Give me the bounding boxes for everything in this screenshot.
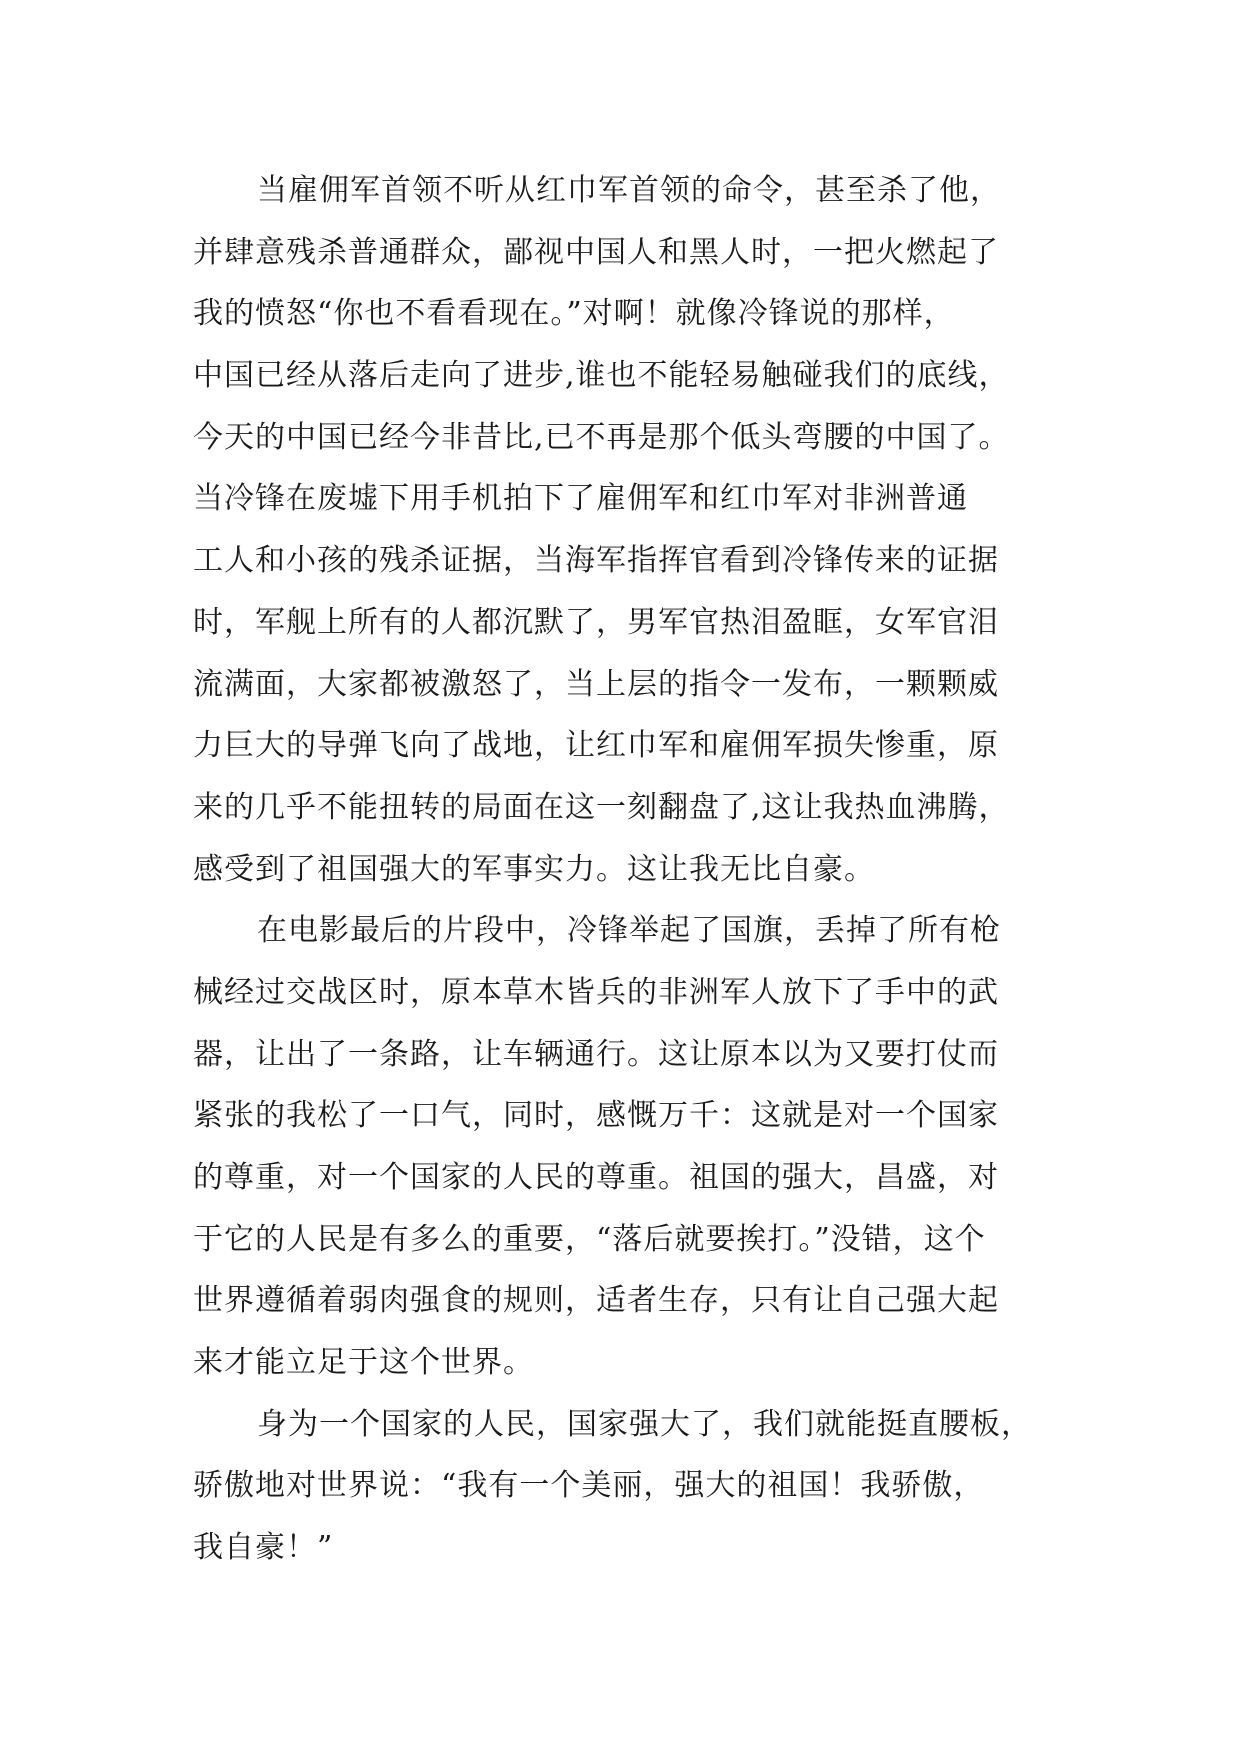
text-line: 力巨大的导弹飞向了战地，让红巾军和雇佣军损失惨重，原 [193,728,999,764]
text-line: 当冷锋在废墟下用手机拍下了雇佣军和红巾军对非洲普通 [193,481,968,517]
paragraph-3 [193,1394,1073,1579]
text-line: 今天的中国已经今非昔比,已不再是那个低头弯腰的中国了。 [193,419,1010,455]
text-line: 感受到了祖国强大的军事实力。这让我无比自豪。 [193,851,875,887]
text-line: 工人和小孩的残杀证据，当海军指挥官看到冷锋传来的证据 [193,543,999,579]
text-line: 紧张的我松了一口气，同时，感慨万千：这就是对一个国家 [193,1098,999,1134]
text-line: 时，军舰上所有的人都沉默了，男军官热泪盈眶，女军官泪 [193,604,999,640]
text-line: 的尊重，对一个国家的人民的尊重。祖国的强大，昌盛，对 [193,1160,999,1195]
text-line: 我的愤怒“你也不看看现在。”对啊！就像冷锋说的那样， [193,296,955,332]
text-line: 器，让出了一条路，让车辆通行。这让原本以为又要打仗而 [193,1036,999,1072]
text-line: 流满面，大家都被激怒了，当上层的指令一发布，一颗颗威 [193,666,999,702]
text-line: 械经过交战区时，原本草木皆兵的非洲军人放下了手中的武 [193,974,999,1010]
text-line: 世界遵循着弱肉强食的规则，适者生存，只有让自己强大起 [193,1283,999,1319]
text-line: 并肆意残杀普通群众，鄙视中国人和黑人时，一把火燃起了 [193,234,999,270]
paragraph-1 [193,160,1073,900]
text-line: 骄傲地对世界说：“我有一个美丽，强大的祖国！我骄傲， [193,1468,985,1504]
text-line: 当雇佣军首领不听从红巾军首领的命令，甚至杀了他， [257,173,1001,208]
paragraph-2 [193,900,1073,1394]
text-line: 中国已经从落后走向了进步,谁也不能轻易触碰我们的底线， [193,358,1010,394]
text-line: 我自豪！” [193,1530,334,1566]
text-line: 在电影最后的片段中，冷锋举起了国旗，丢掉了所有枪 [257,913,1001,949]
text-line: 身为一个国家的人民，国家强大了，我们就能挺直腰板， [257,1406,1032,1442]
text-line: 来才能立足于这个世界。 [193,1345,534,1381]
document-body [193,160,1073,1579]
text-line: 来的几乎不能扭转的局面在这一刻翻盘了,这让我热血沸腾， [193,789,1010,825]
text-line: 于它的人民是有多么的重要，“落后就要挨打。”没错，这个 [193,1221,986,1257]
